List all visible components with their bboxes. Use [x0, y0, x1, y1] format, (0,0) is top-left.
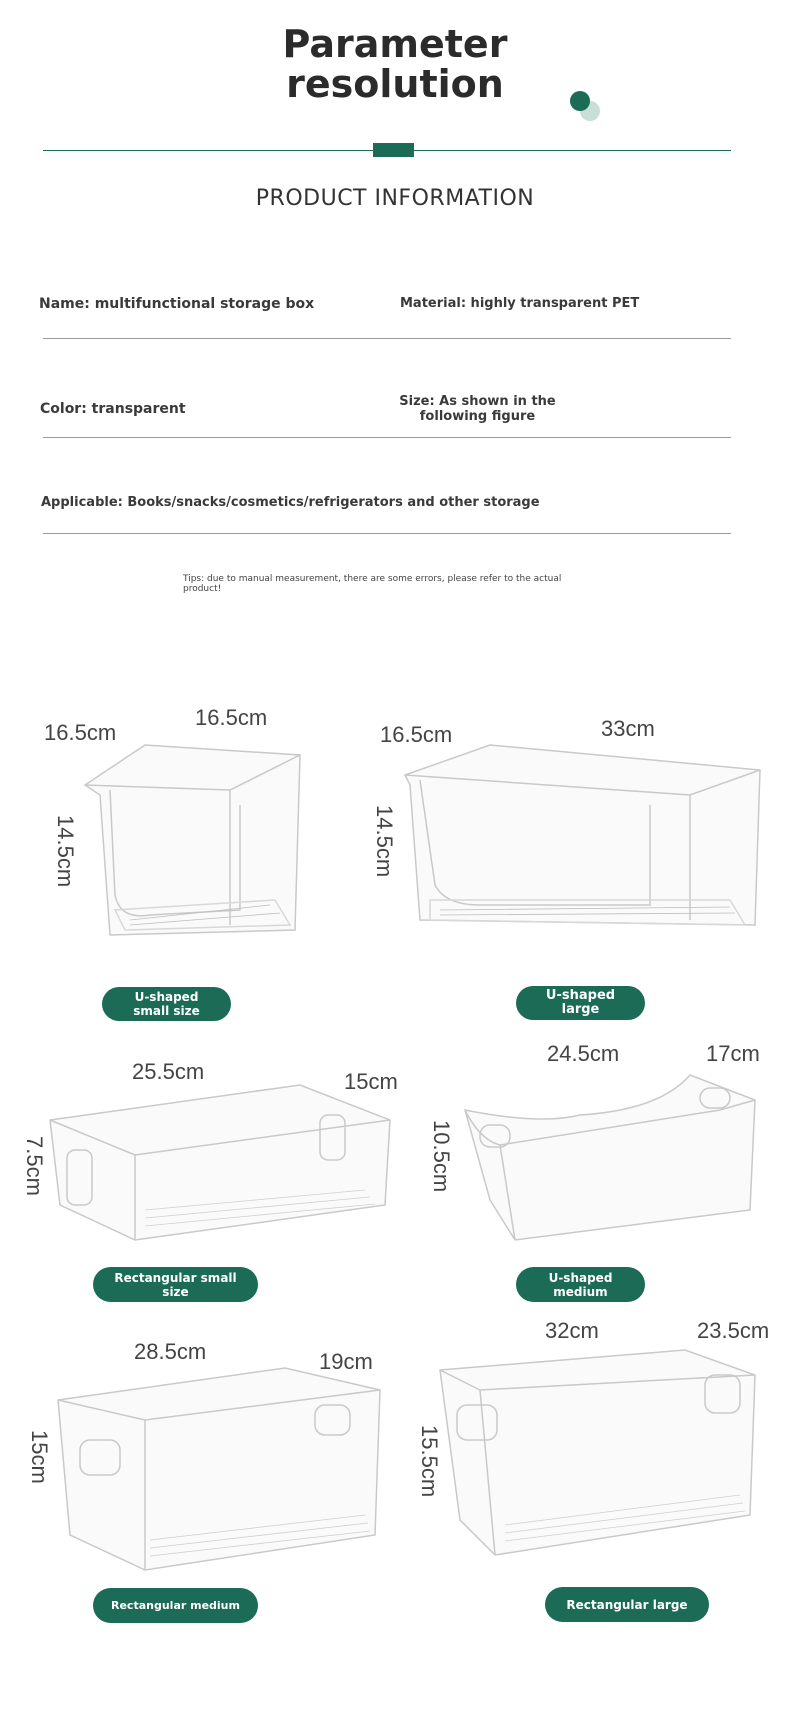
- measurement-tip: [183, 574, 573, 594]
- box-u-shaped-medium-illustration: [460, 1070, 760, 1245]
- label-u-medium-line2: medium: [553, 1284, 608, 1299]
- row-divider-3: [43, 533, 731, 534]
- label-rectangular-small: [93, 1267, 258, 1302]
- rect-medium-depth-label: 19cm: [319, 1349, 373, 1374]
- label-u-large-line2: large: [561, 1002, 600, 1017]
- label-u-small-line2: small size: [133, 1004, 200, 1018]
- u-large-width-label: 33cm: [601, 716, 655, 741]
- label-u-shaped-large: [516, 986, 645, 1020]
- label-rect-small-line1: Rectangular small: [114, 1270, 237, 1285]
- tip-line2: product!: [183, 584, 222, 594]
- rect-large-height-label: 15.5cm: [417, 1425, 442, 1498]
- box-rectangular-large-illustration: [435, 1345, 765, 1560]
- info-size: [380, 394, 575, 424]
- info-size-line1: Size: As shown in the: [399, 394, 556, 409]
- label-u-shaped-medium: [516, 1267, 645, 1302]
- row-divider-2: [43, 437, 731, 438]
- decorative-dot-dark: [570, 91, 590, 111]
- u-medium-depth-label: 17cm: [706, 1041, 760, 1066]
- u-large-height-label: 14.5cm: [372, 805, 397, 878]
- rect-small-height-label: 7.5cm: [22, 1136, 47, 1196]
- row-divider-1: [43, 338, 731, 339]
- u-medium-height-label: 10.5cm: [429, 1120, 454, 1193]
- page-title-line2: resolution: [286, 62, 504, 106]
- rect-medium-width-label: 28.5cm: [134, 1339, 207, 1364]
- rect-small-depth-label: 15cm: [344, 1069, 398, 1094]
- page-title-line1: Parameter: [282, 22, 508, 66]
- section-subtitle: PRODUCT INFORMATION: [255, 186, 535, 211]
- label-u-small-line1: U-shaped: [134, 990, 199, 1004]
- label-u-medium-line1: U-shaped: [548, 1270, 613, 1285]
- u-small-depth-label: 16.5cm: [44, 720, 117, 745]
- u-small-height-label: 14.5cm: [53, 815, 78, 888]
- rect-large-width-label: 32cm: [545, 1318, 599, 1343]
- rect-medium-height-label: 15cm: [27, 1430, 52, 1484]
- rect-large-depth-label: 23.5cm: [697, 1318, 770, 1343]
- label-rect-small-line2: size: [162, 1284, 189, 1299]
- u-small-width-label: 16.5cm: [195, 705, 268, 730]
- u-large-depth-label: 16.5cm: [380, 722, 453, 747]
- rect-small-width-label: 25.5cm: [132, 1059, 205, 1084]
- label-u-large-line1: U-shaped: [545, 988, 616, 1003]
- info-name: Name: multifunctional storage box: [39, 296, 315, 312]
- box-u-shaped-small-illustration: [70, 735, 320, 955]
- label-rectangular-large: Rectangular large: [545, 1587, 709, 1622]
- u-medium-width-label: 24.5cm: [547, 1041, 620, 1066]
- header-divider-accent: [373, 143, 414, 157]
- box-rectangular-small-illustration: [45, 1080, 395, 1245]
- info-material: Material: highly transparent PET: [400, 296, 640, 311]
- label-u-shaped-small: [102, 987, 231, 1021]
- info-color: Color: transparent: [40, 401, 186, 417]
- box-rectangular-medium-illustration: [50, 1360, 390, 1575]
- label-rectangular-medium: Rectangular medium: [93, 1588, 258, 1623]
- info-applicable: Applicable: Books/snacks/cosmetics/refrigerators and other storage: [41, 495, 540, 510]
- box-u-shaped-large-illustration: [400, 735, 770, 955]
- info-size-line2: following figure: [419, 409, 536, 424]
- tip-line1: Tips: due to manual measurement, there are some errors, please refer to the actual: [183, 574, 562, 584]
